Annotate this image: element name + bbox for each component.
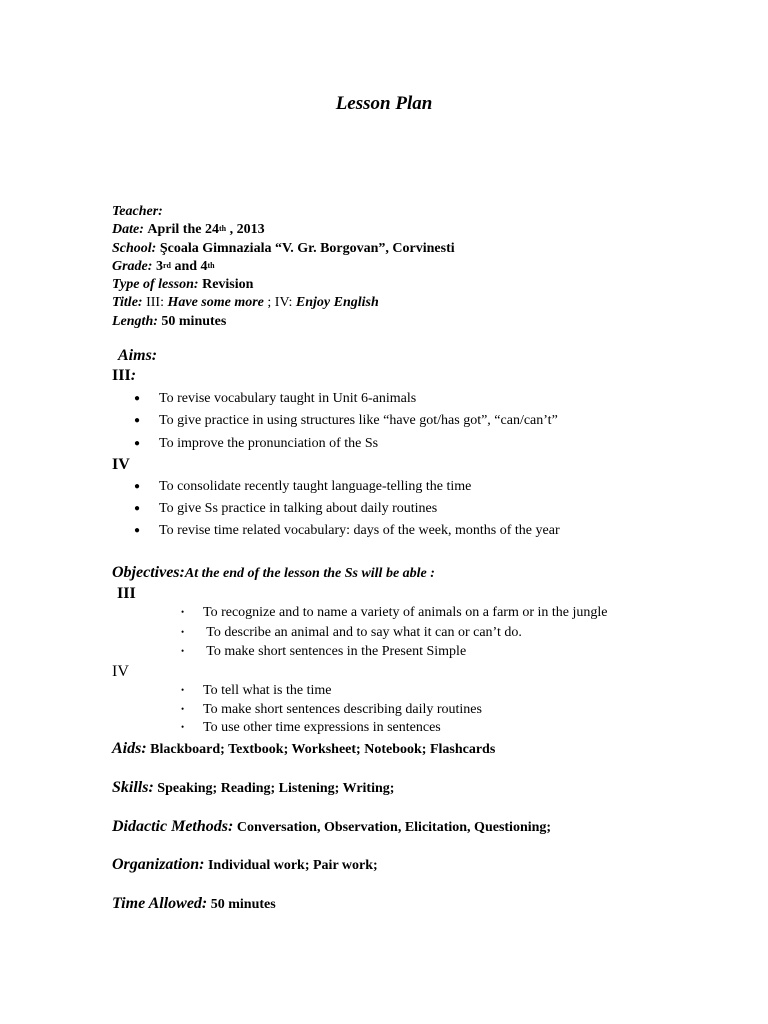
aims-iv-item: To give Ss practice in talking about daily routines [159, 501, 438, 516]
aims-iv-label: IV [112, 456, 130, 473]
objectives-iii-item: To make short sentences in the Present Simple [203, 644, 467, 659]
bullet-icon: • [181, 607, 185, 617]
grade-and: and 4 [170, 258, 208, 274]
date-year: , 2013 [226, 222, 265, 238]
title-separator: ; IV: [267, 295, 293, 311]
lesson-metadata [112, 203, 455, 331]
aims-iv-item: To revise time related vocabulary: days of the week, months of the year [159, 523, 560, 538]
date-value: April the 24 [147, 222, 219, 238]
aims-iii-item: To give practice in using structures like “have got/has got”, “can/can’t” [159, 413, 558, 428]
aims-iii-label: III [112, 367, 131, 384]
bullet-icon: • [181, 685, 185, 695]
objectives-subheading: At the end of the lesson the Ss will be able : [184, 566, 435, 581]
skills-value: Speaking; Reading; Listening; Writing; [157, 781, 395, 796]
list-item [181, 720, 441, 736]
list-item [134, 479, 471, 495]
title-label: Title: [112, 295, 143, 311]
type-row [112, 276, 455, 294]
school-label: School: [112, 240, 157, 256]
list-item [134, 436, 378, 452]
length-label: Length: [112, 313, 158, 329]
type-label: Type of lesson: [112, 277, 199, 293]
grade-label: Grade: [112, 258, 153, 274]
list-item [134, 501, 437, 517]
grade-a-suffix: rd [162, 260, 171, 270]
list-item [181, 625, 522, 641]
didactic-methods-value: Conversation, Observation, Elicitation, Questioning; [236, 820, 552, 835]
list-item [181, 683, 332, 699]
list-item [134, 523, 560, 539]
aims-iii-colon: : [130, 367, 137, 384]
organization-value: Individual work; Pair work; [207, 858, 378, 873]
bullet-icon: • [181, 704, 185, 714]
didactic-methods-label: Didactic Methods: [112, 818, 234, 835]
page-title: Lesson Plan [335, 93, 433, 114]
aims-iii-item: To improve the pronunciation of the Ss [159, 436, 379, 451]
organization-row [112, 856, 378, 874]
aims-iii-heading [112, 367, 136, 385]
objectives-iv-item: To make short sentences describing daily routines [203, 702, 482, 717]
date-suffix: th [218, 224, 227, 234]
skills-row [112, 779, 394, 797]
bullet-icon: ● [134, 415, 141, 426]
objectives-iii-item: To recognize and to name a variety of animals on a farm or in the jungle [203, 605, 608, 620]
title-iii: III: [146, 295, 164, 311]
bullet-icon: • [181, 627, 185, 637]
grade-a: 3 [155, 258, 163, 274]
skills-label: Skills: [112, 779, 154, 796]
list-item [181, 605, 607, 621]
objectives-iii-label: III [117, 585, 136, 602]
organization-label: Organization: [112, 856, 205, 873]
time-allowed-label: Time Allowed: [112, 895, 208, 912]
objectives-iv-label: IV [112, 663, 129, 680]
aims-iii-item: To revise vocabulary taught in Unit 6-animals [159, 391, 417, 406]
bullet-icon: ● [134, 438, 141, 449]
date-label: Date: [112, 222, 144, 238]
aids-row [112, 740, 495, 758]
objectives-heading [112, 564, 435, 582]
objectives-iv-item: To use other time expressions in sentences [203, 720, 441, 735]
objectives-iv-item: To tell what is the time [203, 683, 332, 698]
teacher-row [112, 203, 455, 221]
bullet-icon: ● [134, 393, 141, 404]
date-row [112, 221, 455, 239]
title-iii-value: Have some more [167, 295, 264, 311]
bullet-icon: ● [134, 525, 141, 536]
length-value: 50 minutes [161, 313, 227, 329]
aids-label: Aids: [112, 740, 147, 757]
teacher-label: Teacher: [112, 204, 163, 219]
aims-iv-item: To consolidate recently taught language-telling the time [159, 479, 472, 494]
list-item [134, 391, 416, 407]
school-value: Şcoala Gimnaziala “V. Gr. Borgovan”, Corvinesti [159, 240, 455, 256]
time-allowed-row [112, 895, 276, 913]
title-row [112, 294, 455, 312]
list-item [181, 702, 482, 718]
bullet-icon: ● [134, 481, 141, 492]
bullet-icon: • [181, 646, 185, 656]
list-item [134, 413, 558, 429]
aims-heading: Aims: [118, 347, 158, 364]
didactic-methods-row [112, 818, 551, 836]
list-item [181, 644, 466, 660]
length-row [112, 313, 455, 331]
grade-row [112, 258, 455, 276]
objectives-label: Objectives: [112, 564, 185, 581]
bullet-icon: ● [134, 503, 141, 514]
type-value: Revision [202, 277, 254, 293]
school-row [112, 240, 455, 258]
time-allowed-value: 50 minutes [210, 897, 276, 912]
objectives-iii-item: To describe an animal and to say what it can or can’t do. [203, 625, 522, 640]
title-iv-value: Enjoy English [295, 295, 379, 311]
grade-b-suffix: th [207, 260, 215, 270]
aids-value: Blackboard; Textbook; Worksheet; Notebook; Flashcards [150, 742, 496, 757]
bullet-icon: • [181, 722, 185, 732]
